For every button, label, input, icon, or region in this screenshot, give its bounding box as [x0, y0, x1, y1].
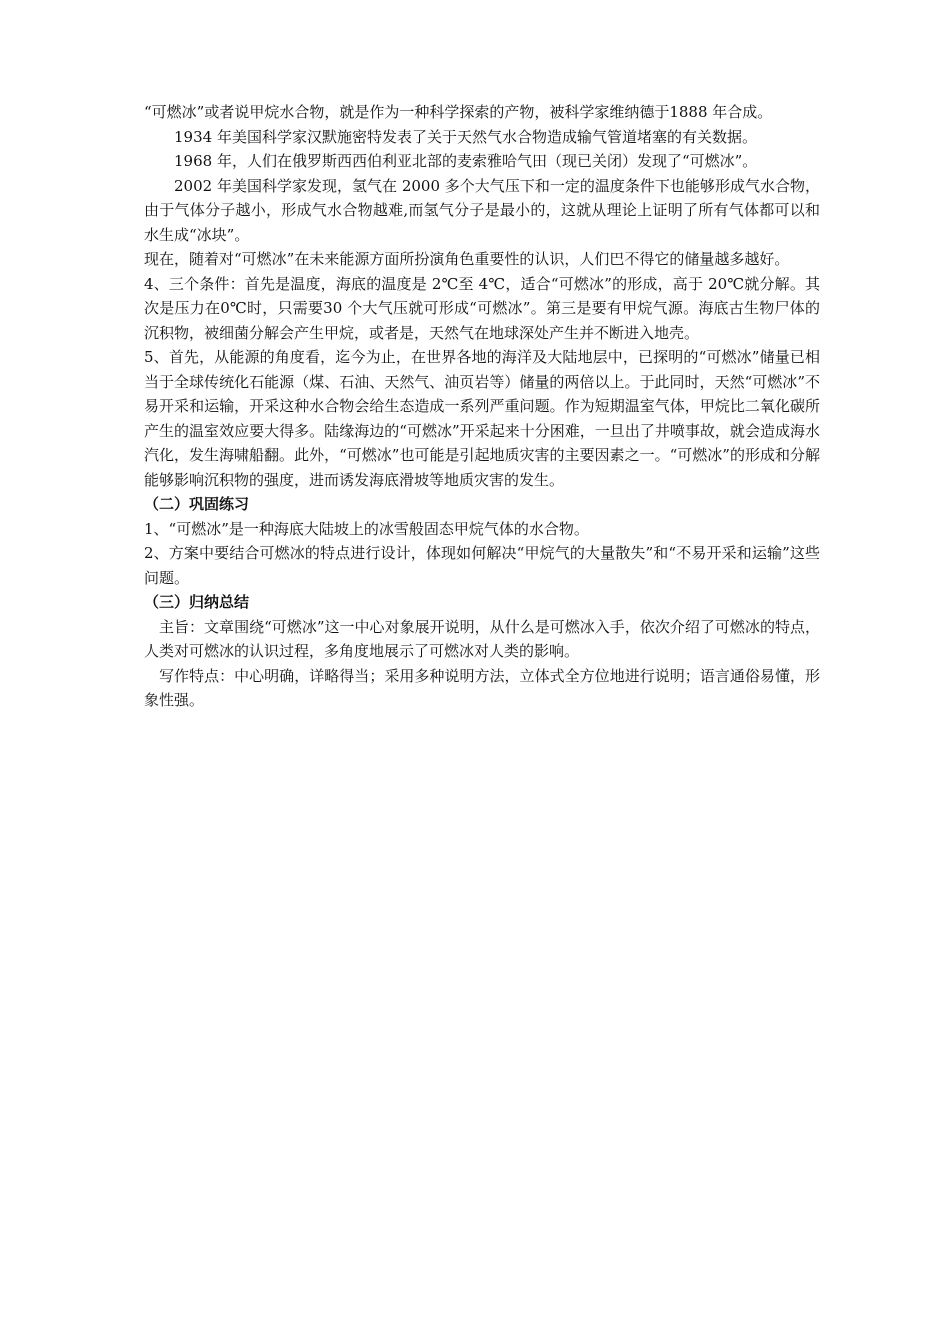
paragraph-synthesis-1888: “可燃冰”或者说甲烷水合物，就是作为一种科学探索的产物，被科学家维纳德于1888 年合成。	[144, 103, 773, 121]
paragraph-1968: 1968 年，人们在俄罗斯西西伯利亚北部的麦索雅哈气田（现已关闭）发现了“可燃冰”。	[174, 152, 758, 170]
practice-item-1: 1、“可燃冰”是一种海底大陆坡上的冰雪般固态甲烷气体的水合物。	[144, 519, 589, 538]
paragraph-1934: 1934 年美国科学家汉默施密特发表了关于天然气水合物造成输气管道堵塞的有关数据。	[174, 127, 757, 146]
paragraph-now: 现在，随着对“可燃冰”在未来能源方面所扮演角色重要性的认识，人们巴不得它的储量越多越好。	[144, 250, 790, 268]
practice-item-2: 2、方案中要结合可燃冰的特点进行设计，体现如何解决“甲烷气的大量散失”和“不易开采和运输”这些问题。	[144, 544, 820, 587]
paragraph-2002: 2002 年美国科学家发现，氢气在 2000 多个大气压下和一定的温度条件下也能够形成气水合物，由于气体分子越小，形成气水合物越难,而氢气分子是最小的，这就从理论上证明了所有气体都可以和水生成“冰块”。	[144, 176, 820, 244]
summary-writing-features: 写作特点：中心明确，详略得当；采用多种说明方法，立体式全方位地进行说明；语言通俗易懂，形象性强。	[144, 666, 820, 709]
section-heading-summary: （三）归纳总结	[144, 593, 250, 611]
paragraph-answer-5: 5、首先，从能源的角度看，迄今为止，在世界各地的海洋及大陆地层中，已探明的“可燃冰”储量已相当于全球传统化石能源（煤、石油、天然气、油页岩等）储量的两倍以上。于此同时，天然“可燃冰”不易开采和运输，开采这种水合物会给生态造成一系列严重问题。作为短期温室气体，甲烷比二氧化碳所产生的温室效应要大得多。陆缘海边的“可燃冰”开采起来十分困难，一旦出了井喷事故，就会造成海水汽化，发生海啸船翻。此外，“可燃冰”也可能是引起地质灾害的主要因素之一。“可燃冰”的形成和分解能够影响沉积物的强度，进而诱发海底滑坡等地质灾害的发生。	[144, 348, 820, 489]
section-heading-practice: （二）巩固练习	[144, 495, 250, 513]
paragraph-answer-4: 4、三个条件：首先是温度，海底的温度是 2℃至 4℃，适合“可燃冰”的形成，高于 20℃就分解。其次是压力在0℃时，只需要30 个大气压就可形成“可燃冰”。第三是要有甲烷气源。海底古生物尸体的沉积物，被细菌分解会产生甲烷，或者是，天然气在地球深处产生并不断进入地壳。	[144, 274, 820, 342]
summary-theme: 主旨：文章围绕“可燃冰”这一中心对象展开说明，从什么是可燃冰入手，依次介绍了可燃冰的特点，人类对可燃冰的认识过程，多角度地展示了可燃冰对人类的影响。	[144, 617, 820, 660]
document-page	[144, 100, 820, 713]
